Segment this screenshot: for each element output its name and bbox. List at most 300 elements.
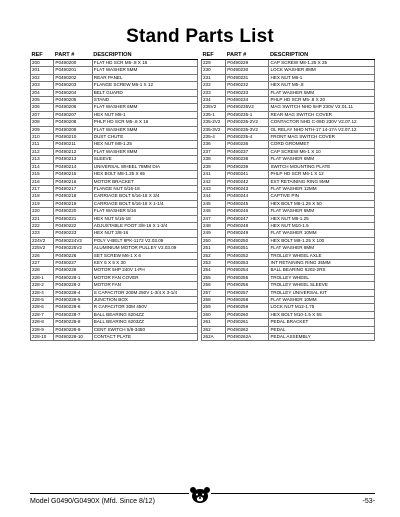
ref-cell: 253 xyxy=(202,259,226,266)
description-cell: CAPTIVE PIN xyxy=(269,193,375,200)
description-cell: BALL BEARING 6203ZZ xyxy=(92,319,197,326)
description-cell: FLAT WASHER 5MM xyxy=(92,126,197,133)
table-row xyxy=(31,178,198,185)
part-number-cell: P0490241 xyxy=(226,171,269,178)
description-cell: HEX NUT M5-.8 xyxy=(269,82,375,89)
part-number-cell: P0490220 xyxy=(54,208,92,215)
description-cell: TROLLEY WHEEL AXLE xyxy=(269,252,375,259)
table-row xyxy=(202,89,375,96)
description-cell: TROLLEY WHEEL xyxy=(269,274,375,281)
description-cell: MOTOR 5HP 240V 1-PH xyxy=(92,267,197,274)
part-number-cell: P0490206 xyxy=(54,104,92,111)
part-number-cell: P0490219 xyxy=(54,200,92,207)
ref-cell: 241 xyxy=(202,171,226,178)
part-number-cell: P0490228-10 xyxy=(54,334,92,341)
description-cell: LOCK WASHER 8MM xyxy=(269,67,375,74)
ref-cell: 235-1 xyxy=(202,111,226,118)
ref-cell: 229 xyxy=(202,60,226,67)
part-number-cell: P0490253 xyxy=(226,259,269,266)
description-cell: REAR PANEL xyxy=(92,74,197,81)
part-number-cell: P0490228-7 xyxy=(54,311,92,318)
header-description: DESCRIPTION xyxy=(269,50,375,60)
table-row xyxy=(31,119,198,126)
table-row xyxy=(202,82,375,89)
table-row xyxy=(31,67,198,74)
ref-cell: 242 xyxy=(202,178,226,185)
ref-cell: 208 xyxy=(31,119,54,126)
table-row xyxy=(202,193,375,200)
ref-cell: 205 xyxy=(31,97,54,104)
part-number-cell: P0490235-3V2 xyxy=(226,126,269,133)
ref-cell: 260 xyxy=(202,311,226,318)
description-cell: FLAT WASHER 5MM xyxy=(269,89,375,96)
description-cell: HEX BOLT M8-1.25 X 50 xyxy=(269,200,375,207)
ref-cell: 236 xyxy=(202,141,226,148)
description-cell: EXT RETAINING RING 9MM xyxy=(269,178,375,185)
table-row xyxy=(31,311,198,318)
part-number-cell: P0490228-6 xyxy=(54,304,92,311)
description-cell: HEX BOLT M8-1.25 X 100 xyxy=(269,237,375,244)
description-cell: PHLP HD SCR M5-.8 X 16 xyxy=(92,119,197,126)
table-row xyxy=(31,326,198,333)
part-number-cell: P0490237 xyxy=(226,148,269,155)
description-cell: FLAT WASHER 8MM xyxy=(269,245,375,252)
description-cell: JUNCTION BOX xyxy=(92,297,197,304)
ref-cell: 234 xyxy=(202,97,226,104)
ref-cell: 215 xyxy=(31,171,54,178)
table-row xyxy=(202,200,375,207)
ref-cell: 235V2 xyxy=(202,104,226,111)
header-ref: REF xyxy=(202,50,226,60)
part-number-cell: P0490252 xyxy=(226,252,269,259)
ref-cell: 249 xyxy=(202,230,226,237)
table-row xyxy=(31,274,198,281)
ref-cell: 251 xyxy=(202,245,226,252)
description-cell: HEX BOLT M8-1.25 X 65 xyxy=(92,171,197,178)
table-row xyxy=(31,148,198,155)
description-cell: HEX NUT 3/8-16 xyxy=(92,230,197,237)
part-number-cell: P0490204 xyxy=(54,89,92,96)
description-cell: HEX NUT M6-1 xyxy=(269,74,375,81)
table-row xyxy=(202,334,375,341)
header-description: DESCRIPTION xyxy=(92,50,197,60)
table-row xyxy=(31,104,198,111)
description-cell: CORD GROMMET xyxy=(269,141,375,148)
description-cell: MOTOR BRACKET xyxy=(92,178,197,185)
ref-cell: 214 xyxy=(31,163,54,170)
table-row xyxy=(31,74,198,81)
table-row xyxy=(31,289,198,296)
table-row xyxy=(202,326,375,333)
table-row xyxy=(31,282,198,289)
description-cell: FLAT WASHER 10MM xyxy=(269,230,375,237)
description-cell: INT RETAINING RING 35MM xyxy=(269,259,375,266)
part-number-cell: P0490211 xyxy=(54,141,92,148)
part-number-cell: P0490228 xyxy=(54,267,92,274)
table-row xyxy=(202,119,375,126)
part-number-cell: P0490262A xyxy=(226,334,269,341)
part-number-cell: P0490202 xyxy=(54,74,92,81)
table-row xyxy=(31,230,198,237)
description-cell: PHLP HD SCR M6-1 X 12 xyxy=(269,171,375,178)
table-row xyxy=(31,163,198,170)
parts-table-left xyxy=(30,50,198,341)
part-number-cell: P0490224V2 xyxy=(54,237,92,244)
description-cell: DUST CHUTE xyxy=(92,134,197,141)
part-number-cell: P0490228-8 xyxy=(54,319,92,326)
part-number-cell: P0490218 xyxy=(54,193,92,200)
part-number-cell: P0490226 xyxy=(54,252,92,259)
ref-cell: 237 xyxy=(202,148,226,155)
part-number-cell: P0490207 xyxy=(54,111,92,118)
part-number-cell: P0490228-1 xyxy=(54,274,92,281)
table-row xyxy=(31,319,198,326)
ref-cell: 222 xyxy=(31,222,54,229)
ref-cell: 254 xyxy=(202,267,226,274)
part-number-cell: P0490210 xyxy=(54,134,92,141)
table-row xyxy=(202,282,375,289)
ref-cell: 239 xyxy=(202,163,226,170)
description-cell: HEX NUT M8-1.25 xyxy=(269,215,375,222)
ref-cell: 228-5 xyxy=(31,297,54,304)
table-row xyxy=(202,134,375,141)
description-cell: REAR MAG SWITCH COVER xyxy=(269,111,375,118)
part-number-cell: P0490217 xyxy=(54,185,92,192)
ref-cell: 262A xyxy=(202,334,226,341)
table-row xyxy=(202,274,375,281)
part-number-cell: P0490254 xyxy=(226,267,269,274)
part-number-cell: P0490221 xyxy=(54,215,92,222)
ref-cell: 235-2V2 xyxy=(202,119,226,126)
part-number-cell: P0490262 xyxy=(226,326,269,333)
ref-cell: 216 xyxy=(31,178,54,185)
part-number-cell: P0490215 xyxy=(54,171,92,178)
description-cell: FLAT WASHER 5/16 xyxy=(92,208,197,215)
description-cell: SWITCH MOUNTING PLATE xyxy=(269,163,375,170)
description-cell: FLAT WASHER 8MM xyxy=(269,208,375,215)
table-row xyxy=(202,215,375,222)
ref-cell: 221 xyxy=(31,215,54,222)
table-header xyxy=(31,50,198,60)
part-number-cell: P0490238 xyxy=(226,156,269,163)
ref-cell: 233 xyxy=(202,89,226,96)
part-number-cell: P0490225V2 xyxy=(54,245,92,252)
part-number-cell: P0490260 xyxy=(226,311,269,318)
table-row xyxy=(202,97,375,104)
description-cell: S CAPACITOR 200M 250V 1-3/4 X 3-1/4 xyxy=(92,289,197,296)
table-row xyxy=(31,304,198,311)
description-cell: FLAT WASHER 5MM xyxy=(92,67,197,74)
description-cell: KEY 5 X 5 X 30 xyxy=(92,259,197,266)
table-row xyxy=(202,252,375,259)
ref-cell: 207 xyxy=(31,111,54,118)
description-cell: POLY V-BELT 8PK-1172 V2.03.09 xyxy=(92,237,197,244)
ref-cell: 232 xyxy=(202,82,226,89)
description-cell: CENT SWITCH 5/8-3450 xyxy=(92,326,197,333)
part-number-cell: P0490242 xyxy=(226,178,269,185)
table-row xyxy=(202,259,375,266)
ref-cell: 213 xyxy=(31,156,54,163)
description-cell: HEX BOLT M10-1.5 X 55 xyxy=(269,311,375,318)
description-cell: CAP SCREW M8-1.25 X 25 xyxy=(269,60,375,67)
table-row xyxy=(202,171,375,178)
ref-cell: 230 xyxy=(202,67,226,74)
ref-cell: 206 xyxy=(31,104,54,111)
table-header xyxy=(202,50,375,60)
table-row xyxy=(31,200,198,207)
ref-cell: 244 xyxy=(202,193,226,200)
table-row xyxy=(202,156,375,163)
part-number-cell: P0490227 xyxy=(54,259,92,266)
table-row xyxy=(202,185,375,192)
part-number-cell: P0490223 xyxy=(54,230,92,237)
part-number-cell: P0490228-5 xyxy=(54,297,92,304)
description-cell: CONTACTOR NHD C-09D 230V V2.07.12 xyxy=(269,119,375,126)
description-cell: MOTOR FAN COVER xyxy=(92,274,197,281)
description-cell: UNIVERSAL WHEEL 78MM DIA xyxy=(92,163,197,170)
ref-cell: 235-4 xyxy=(202,134,226,141)
part-number-cell: P0490209 xyxy=(54,126,92,133)
table-row xyxy=(31,97,198,104)
table-row xyxy=(31,237,198,244)
description-cell: CAP SCREW M6-1 X 10 xyxy=(269,148,375,155)
table-row xyxy=(202,104,375,111)
ref-cell: 228-9 xyxy=(31,326,54,333)
ref-cell: 228-8 xyxy=(31,319,54,326)
table-row xyxy=(202,141,375,148)
ref-cell: 255 xyxy=(202,274,226,281)
ref-cell: 259 xyxy=(202,304,226,311)
ref-cell: 211 xyxy=(31,141,54,148)
description-cell: SLEEVE xyxy=(92,156,197,163)
ref-cell: 235-3V2 xyxy=(202,126,226,133)
description-cell: HEX NUT M6-1 xyxy=(92,111,197,118)
table-row xyxy=(202,245,375,252)
table-row xyxy=(202,289,375,296)
parts-table-right-body xyxy=(202,60,375,341)
part-number-cell: P0490200 xyxy=(54,60,92,67)
part-number-cell: P0490249 xyxy=(226,230,269,237)
description-cell: CONTACT PLATE xyxy=(92,334,197,341)
description-cell: FLAT HD SCR M5-.8 X 16 xyxy=(92,60,197,67)
description-cell: FLANGE SCREW M6-1 X 12 xyxy=(92,82,197,89)
part-number-cell: P0490248 xyxy=(226,222,269,229)
table-row xyxy=(31,208,198,215)
ref-cell: 203 xyxy=(31,82,54,89)
ref-cell: 200 xyxy=(31,60,54,67)
ref-cell: 228-6 xyxy=(31,304,54,311)
ref-cell: 223 xyxy=(31,230,54,237)
table-row xyxy=(31,60,198,67)
page-title: Stand Parts List xyxy=(126,26,274,47)
description-cell: HEX NUT 5/16-18 xyxy=(92,215,197,222)
part-number-cell: P0490232 xyxy=(226,82,269,89)
description-cell: STAND xyxy=(92,97,197,104)
ref-cell: 256 xyxy=(202,282,226,289)
description-cell: MOTOR FAN xyxy=(92,282,197,289)
ref-cell: 228-10 xyxy=(31,334,54,341)
part-number-cell: P0490250 xyxy=(226,237,269,244)
description-cell: PEDAL BRACKET xyxy=(269,319,375,326)
description-cell: BALL BEARING 6202-2RS xyxy=(269,267,375,274)
footer-model: Model G0490/G0490X (Mfd. Since 8/12) xyxy=(30,498,155,505)
ref-cell: 218 xyxy=(31,193,54,200)
ref-cell: 210 xyxy=(31,134,54,141)
ref-cell: 209 xyxy=(31,126,54,133)
ref-cell: 228 xyxy=(31,267,54,274)
table-row xyxy=(31,245,198,252)
bear-head-icon xyxy=(189,486,211,504)
table-row xyxy=(31,171,198,178)
table-row xyxy=(31,297,198,304)
description-cell: PEDAL ASSEMBLY xyxy=(269,334,375,341)
description-cell: FLAT WASHER 10MM xyxy=(269,297,375,304)
description-cell: FLAT WASHER 12MM xyxy=(269,185,375,192)
description-cell: OL RELAY NHD NTH-17 14-17A V2.07.12 xyxy=(269,126,375,133)
part-number-cell: P0490235-4 xyxy=(226,134,269,141)
part-number-cell: P0490257 xyxy=(226,289,269,296)
description-cell: CARRIAGE BOLT 5/16-18 X 1-1/4 xyxy=(92,200,197,207)
ref-cell: 220 xyxy=(31,208,54,215)
table-row xyxy=(202,222,375,229)
table-row xyxy=(31,222,198,229)
ref-cell: 247 xyxy=(202,215,226,222)
table-row xyxy=(202,111,375,118)
header-part: PART # xyxy=(226,50,269,60)
description-cell: TROLLEY UNIVERSAL KIT xyxy=(269,289,375,296)
description-cell: BELT GUARD xyxy=(92,89,197,96)
part-number-cell: P0490256 xyxy=(226,282,269,289)
table-row xyxy=(202,178,375,185)
table-row xyxy=(202,148,375,155)
table-row xyxy=(202,304,375,311)
ref-cell: 225V2 xyxy=(31,245,54,252)
description-cell: MAG SWITCH NHD 5HP 230V V2.01.11 xyxy=(269,104,375,111)
ref-cell: 212 xyxy=(31,148,54,155)
description-cell: BALL BEARING 6204ZZ xyxy=(92,311,197,318)
part-number-cell: P0490228-9 xyxy=(54,326,92,333)
part-number-cell: P0490233 xyxy=(226,89,269,96)
table-row xyxy=(202,74,375,81)
description-cell: HEX NUT M8-1.25 xyxy=(92,141,197,148)
part-number-cell: P0490213 xyxy=(54,156,92,163)
ref-cell: 219 xyxy=(31,200,54,207)
ref-cell: 204 xyxy=(31,89,54,96)
table-row xyxy=(31,141,198,148)
parts-table-left-body xyxy=(31,60,198,341)
table-row xyxy=(202,237,375,244)
part-number-cell: P0490231 xyxy=(226,74,269,81)
ref-cell: 258 xyxy=(202,297,226,304)
part-number-cell: P0490259 xyxy=(226,304,269,311)
part-number-cell: P0490261 xyxy=(226,319,269,326)
header-part: PART # xyxy=(54,50,92,60)
page-number: -53- xyxy=(362,498,375,505)
table-row xyxy=(202,208,375,215)
ref-cell: 243 xyxy=(202,185,226,192)
table-row xyxy=(202,267,375,274)
table-row xyxy=(202,67,375,74)
part-number-cell: P0490201 xyxy=(54,67,92,74)
description-cell: ALUMINIUM MOTOR PULLEY V2.03.09 xyxy=(92,245,197,252)
part-number-cell: P0490203 xyxy=(54,82,92,89)
part-number-cell: P0490247 xyxy=(226,215,269,222)
description-cell: ADJUSTABLE FOOT 3/8-16 X 1-3/4 xyxy=(92,222,197,229)
description-cell: FRONT MAG SWITCH COVER xyxy=(269,134,375,141)
description-cell: SET SCREW M6-1 X 6 xyxy=(92,252,197,259)
table-row xyxy=(31,111,198,118)
table-row xyxy=(31,267,198,274)
ref-cell: 261 xyxy=(202,319,226,326)
table-row xyxy=(31,89,198,96)
description-cell: FLAT WASHER 6MM xyxy=(269,156,375,163)
description-cell: PHLP HD SCR M5-.8 X 20 xyxy=(269,97,375,104)
ref-cell: 257 xyxy=(202,289,226,296)
ref-cell: 228-4 xyxy=(31,289,54,296)
part-number-cell: P0490245 xyxy=(226,200,269,207)
ref-cell: 226 xyxy=(31,252,54,259)
ref-cell: 262 xyxy=(202,326,226,333)
description-cell: R CAPACITOR 30M 450V xyxy=(92,304,197,311)
part-number-cell: P0490255 xyxy=(226,274,269,281)
part-number-cell: P0490251 xyxy=(226,245,269,252)
table-row xyxy=(31,193,198,200)
part-number-cell: P0490230 xyxy=(226,67,269,74)
table-row xyxy=(202,126,375,133)
part-number-cell: P0490212 xyxy=(54,148,92,155)
part-number-cell: P0490239 xyxy=(226,163,269,170)
ref-cell: 228-1 xyxy=(31,274,54,281)
part-number-cell: P0490235V2 xyxy=(226,104,269,111)
part-number-cell: P0490258 xyxy=(226,297,269,304)
part-number-cell: P0490229 xyxy=(226,60,269,67)
part-number-cell: P0490244 xyxy=(226,193,269,200)
ref-cell: 245 xyxy=(202,200,226,207)
description-cell: FLANGE NUT 5/16-18 xyxy=(92,185,197,192)
ref-cell: 217 xyxy=(31,185,54,192)
description-cell: PEDAL xyxy=(269,326,375,333)
table-row xyxy=(31,215,198,222)
part-number-cell: P0490236 xyxy=(226,141,269,148)
table-row xyxy=(31,334,198,341)
part-number-cell: P0490235-2V2 xyxy=(226,119,269,126)
part-number-cell: P0490228-2 xyxy=(54,282,92,289)
part-number-cell: P0490222 xyxy=(54,222,92,229)
ref-cell: 202 xyxy=(31,74,54,81)
table-row xyxy=(202,230,375,237)
table-row xyxy=(202,163,375,170)
part-number-cell: P0490205 xyxy=(54,97,92,104)
part-number-cell: P0490228-4 xyxy=(54,289,92,296)
table-row xyxy=(31,126,198,133)
table-row xyxy=(31,134,198,141)
table-row xyxy=(31,252,198,259)
ref-cell: 231 xyxy=(202,74,226,81)
part-number-cell: P0490243 xyxy=(226,185,269,192)
part-number-cell: P0490235-1 xyxy=(226,111,269,118)
description-cell: HEX NUT M10-1.5 xyxy=(269,222,375,229)
ref-cell: 250 xyxy=(202,237,226,244)
description-cell: CARRIAGE BOLT 5/16-18 X 3/4 xyxy=(92,193,197,200)
description-cell: FLAT WASHER 6MM xyxy=(92,104,197,111)
ref-cell: 252 xyxy=(202,252,226,259)
table-row xyxy=(202,319,375,326)
ref-cell: 246 xyxy=(202,208,226,215)
table-row xyxy=(202,297,375,304)
table-row xyxy=(202,60,375,67)
table-row xyxy=(31,156,198,163)
table-row xyxy=(202,311,375,318)
